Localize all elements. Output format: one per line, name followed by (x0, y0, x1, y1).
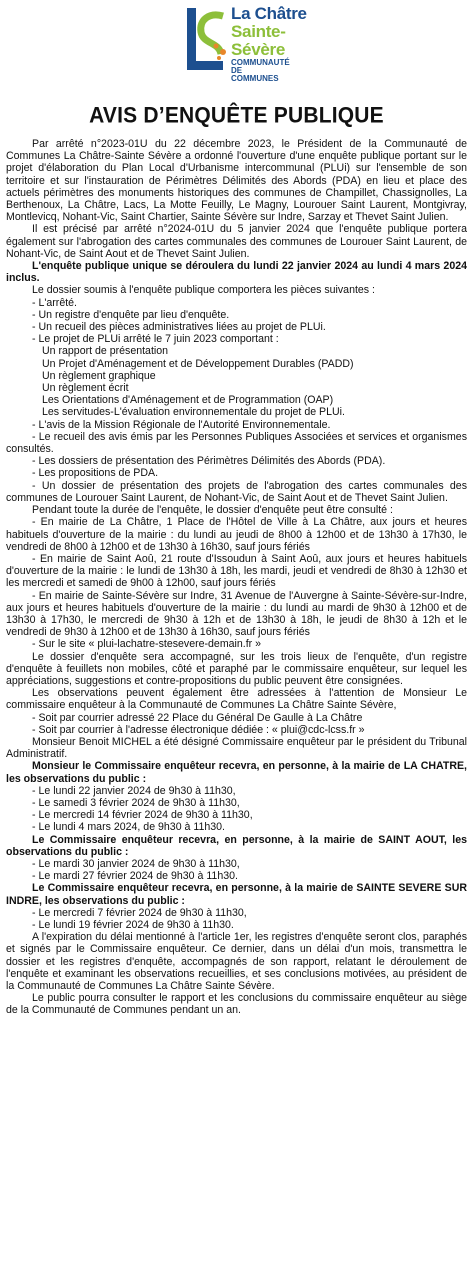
paragraph: Les observations peuvent également être adressées à l'attention de Monsieur Le commissaire enquêteur à la Communauté de Communes La Châtre Sainte Sévère, (6, 687, 467, 712)
paragraph: Le Commissaire enquêteur recevra, en personne, à la mairie de SAINTE SEVERE SUR INDRE, les observations du public : (6, 882, 467, 907)
paragraph: - Les dossiers de présentation des Périmètres Délimités des Abords (PDA). (32, 455, 386, 468)
paragraph: - En mairie de Saint Aoû, 21 route d'Issoudun à Saint Aoû, aux jours et heures habituels d'ouverture de la mairie : le lundi de 13h30 à 18h, les mardi, jeudi et vendredi de 8h30 à 12h30 et les mercredi et samedi de 9h00 à 12h00, sauf jours fériés (6, 552, 467, 590)
paragraph: L'enquête publique unique se déroulera du lundi 22 janvier 2024 au lundi 4 mars 2024 inclus. (6, 260, 467, 285)
logo-line-4: COMMUNAUTÉ DE COMMUNES (231, 58, 290, 83)
paragraph: A l'expiration du délai mentionné à l'article 1er, les registres d'enquête seront clos, paraphés et signés par le Commissaire enquêteur. Ce dernier, dans un délai d'un mois, transmettra le dossier et les registres d'enquête, accompagnés de son rapport, relatant le déroulement de l'enquête et examinant les observations recueillies, et ses conclusions motivées, au président de la Communauté de Communes La Châtre Sainte Sévère. (6, 931, 467, 993)
paragraph: - L'arrêté. (32, 296, 78, 309)
logo-line-3: Sévère (231, 40, 285, 59)
logo-line-1: La Châtre (231, 4, 307, 23)
paragraph: - Le lundi 19 février 2024 de 9h30 à 11h30. (32, 919, 234, 931)
notice-body (6, 138, 467, 1017)
paragraph: - Le mardi 30 janvier 2024 de 9h30 à 11h30, (32, 857, 240, 870)
paragraph: Monsieur le Commissaire enquêteur recevra, en personne, à la mairie de LA CHATRE, les observations du public : (6, 760, 467, 785)
paragraph: - Le lundi 22 janvier 2024 de 9h30 à 11h30, (32, 784, 236, 797)
logo-line-2: Sainte- (231, 22, 286, 41)
paragraph: Le dossier soumis à l'enquête publique comportera les pièces suivantes : (32, 284, 375, 297)
paragraph: - Le mardi 27 février 2024 de 9h30 à 11h30. (32, 870, 238, 883)
paragraph: Les Orientations d'Aménagement et de Programmation (OAP) (42, 394, 334, 407)
paragraph: - L'avis de la Mission Régionale de l'Autorité Environnementale. (32, 418, 331, 431)
paragraph: - Le mercredi 7 février 2024 de 9h30 à 11h30, (32, 906, 247, 919)
logo (0, 0, 473, 86)
paragraph: - Les propositions de PDA. (32, 467, 159, 480)
logo-emblem-icon (183, 6, 229, 80)
paragraph: Un règlement graphique (42, 369, 156, 382)
paragraph: Un règlement écrit (42, 382, 129, 395)
paragraph: - Soit par courrier adressé 22 Place du Général De Gaulle à La Châtre (32, 711, 363, 724)
paragraph: Un rapport de présentation (42, 345, 169, 358)
paragraph: - En mairie de La Châtre, 1 Place de l'Hôtel de Ville à La Châtre, aux jours et heures habituels d'ouverture de la mairie : du lundi au jeudi de 8h00 à 12h00 et de 13h30 à 17h30, le vendredi de 8h00 à 12h00 et de 13h30 à 16h30, sauf jours fériés (6, 516, 467, 553)
paragraph: - Un registre d'enquête par lieu d'enquête. (32, 308, 230, 321)
paragraph: - Sur le site « plui-lachatre-stesevere-demain.fr » (32, 638, 262, 651)
paragraph: Le Commissaire enquêteur recevra, en personne, à la mairie de SAINT AOUT, les observations du public : (6, 833, 467, 858)
paragraph: - Le lundi 4 mars 2024, de 9h30 à 11h30. (32, 821, 225, 834)
paragraph: - Soit par courrier à l'adresse électronique dédiée : « plui@cdc-lcss.fr » (32, 723, 365, 736)
paragraph: - Un dossier de présentation des projets de l'abrogation des cartes communales des communes de Lourouer Saint Laurent, de Nohant-Vic, de Saint Aout et de Thevet Saint Julien. (6, 479, 467, 504)
paragraph: - Le samedi 3 février 2024 de 9h30 à 11h30, (32, 796, 240, 809)
paragraph: Le public pourra consulter le rapport et les conclusions du commissaire enquêteur au siège de la Communauté de Communes pendant un an. (6, 992, 467, 1017)
paragraph: Les servitudes-L'évaluation environnementale du projet de PLUi. (42, 406, 345, 419)
paragraph: Monsieur Benoit MICHEL a été désigné Commissaire enquêteur par le président du Tribunal Administratif. (6, 735, 467, 761)
paragraph: Un Projet d'Aménagement et de Développement Durables (PADD) (42, 357, 354, 370)
paragraph: Le dossier d'enquête sera accompagné, sur les trois lieux de l'enquête, d'un registre d'enquête à feuillets non mobiles, côté et paraphé par le commissaire enquêteur, sur lequel les appréciations, suggestions et contre-propositions du public peuvent être consignées. (6, 650, 467, 687)
paragraph: - Le recueil des avis émis par les Personnes Publiques Associées et services et organismes consultés. (6, 430, 467, 456)
paragraph: - En mairie de Sainte-Sévère sur Indre, 31 Avenue de l'Auvergne à Sainte-Sévère-sur-Indre, aux jours et heures habituels d'ouverture de la mairie : du lundi au mardi de 9h30 à 12h00 et de 13h30 à 17h30, le mercredi de 9h30 à 12h et de 13h30 à 18h, le jeudi de 8h30 à 12h et le vendredi de 9h30 à 12h00 et de 13h30 à 16h30, sauf jours fériés (6, 589, 467, 639)
paragraph: Pendant toute la durée de l'enquête, le dossier d'enquête peut être consulté : (32, 504, 393, 517)
paragraph: Il est précisé par arrêté n°2024-01U du 5 janvier 2024 que l'enquête publique portera également sur l'abrogation des cartes communales des communes de Lourouer Saint Laurent, de Nohant-Vic, de Saint Aout et de Thevet Saint Julien. (6, 223, 467, 260)
page-title: AVIS D’ENQUÊTE PUBLIQUE (89, 103, 384, 128)
paragraph: Par arrêté n°2023-01U du 22 décembre 2023, le Président de la Communauté de Communes La Châtre-Sainte Sévère a ordonné l'ouverture d'une enquête publique portant sur le projet d'élaboration du Plan Local d'Urbanisme intercommunal (PLUi) sur l'ensemble de son territoire et sur l'instauration de Périmètres Délimités des Abords (PDA) en lieu et place des actuels périmètres des monuments historiques des communes de Champillet, Chassignolles, La Berthenoux, La Châtre, Lacs, La Motte Feuilly, Le Magny, Lourouer Saint Laurent, Montgivray, Montlevicq, Nohant-Vic, Saint Chartier, Sainte Sévère sur Indre, Sarzay et Thevet Saint Julien. (6, 138, 467, 224)
paragraph: - Le projet de PLUi arrêté le 7 juin 2023 comportant : (32, 333, 279, 346)
paragraph: - Un recueil des pièces administratives liées au projet de PLUi. (32, 321, 326, 334)
paragraph: - Le mercredi 14 février 2024 de 9h30 à 11h30, (32, 809, 253, 822)
